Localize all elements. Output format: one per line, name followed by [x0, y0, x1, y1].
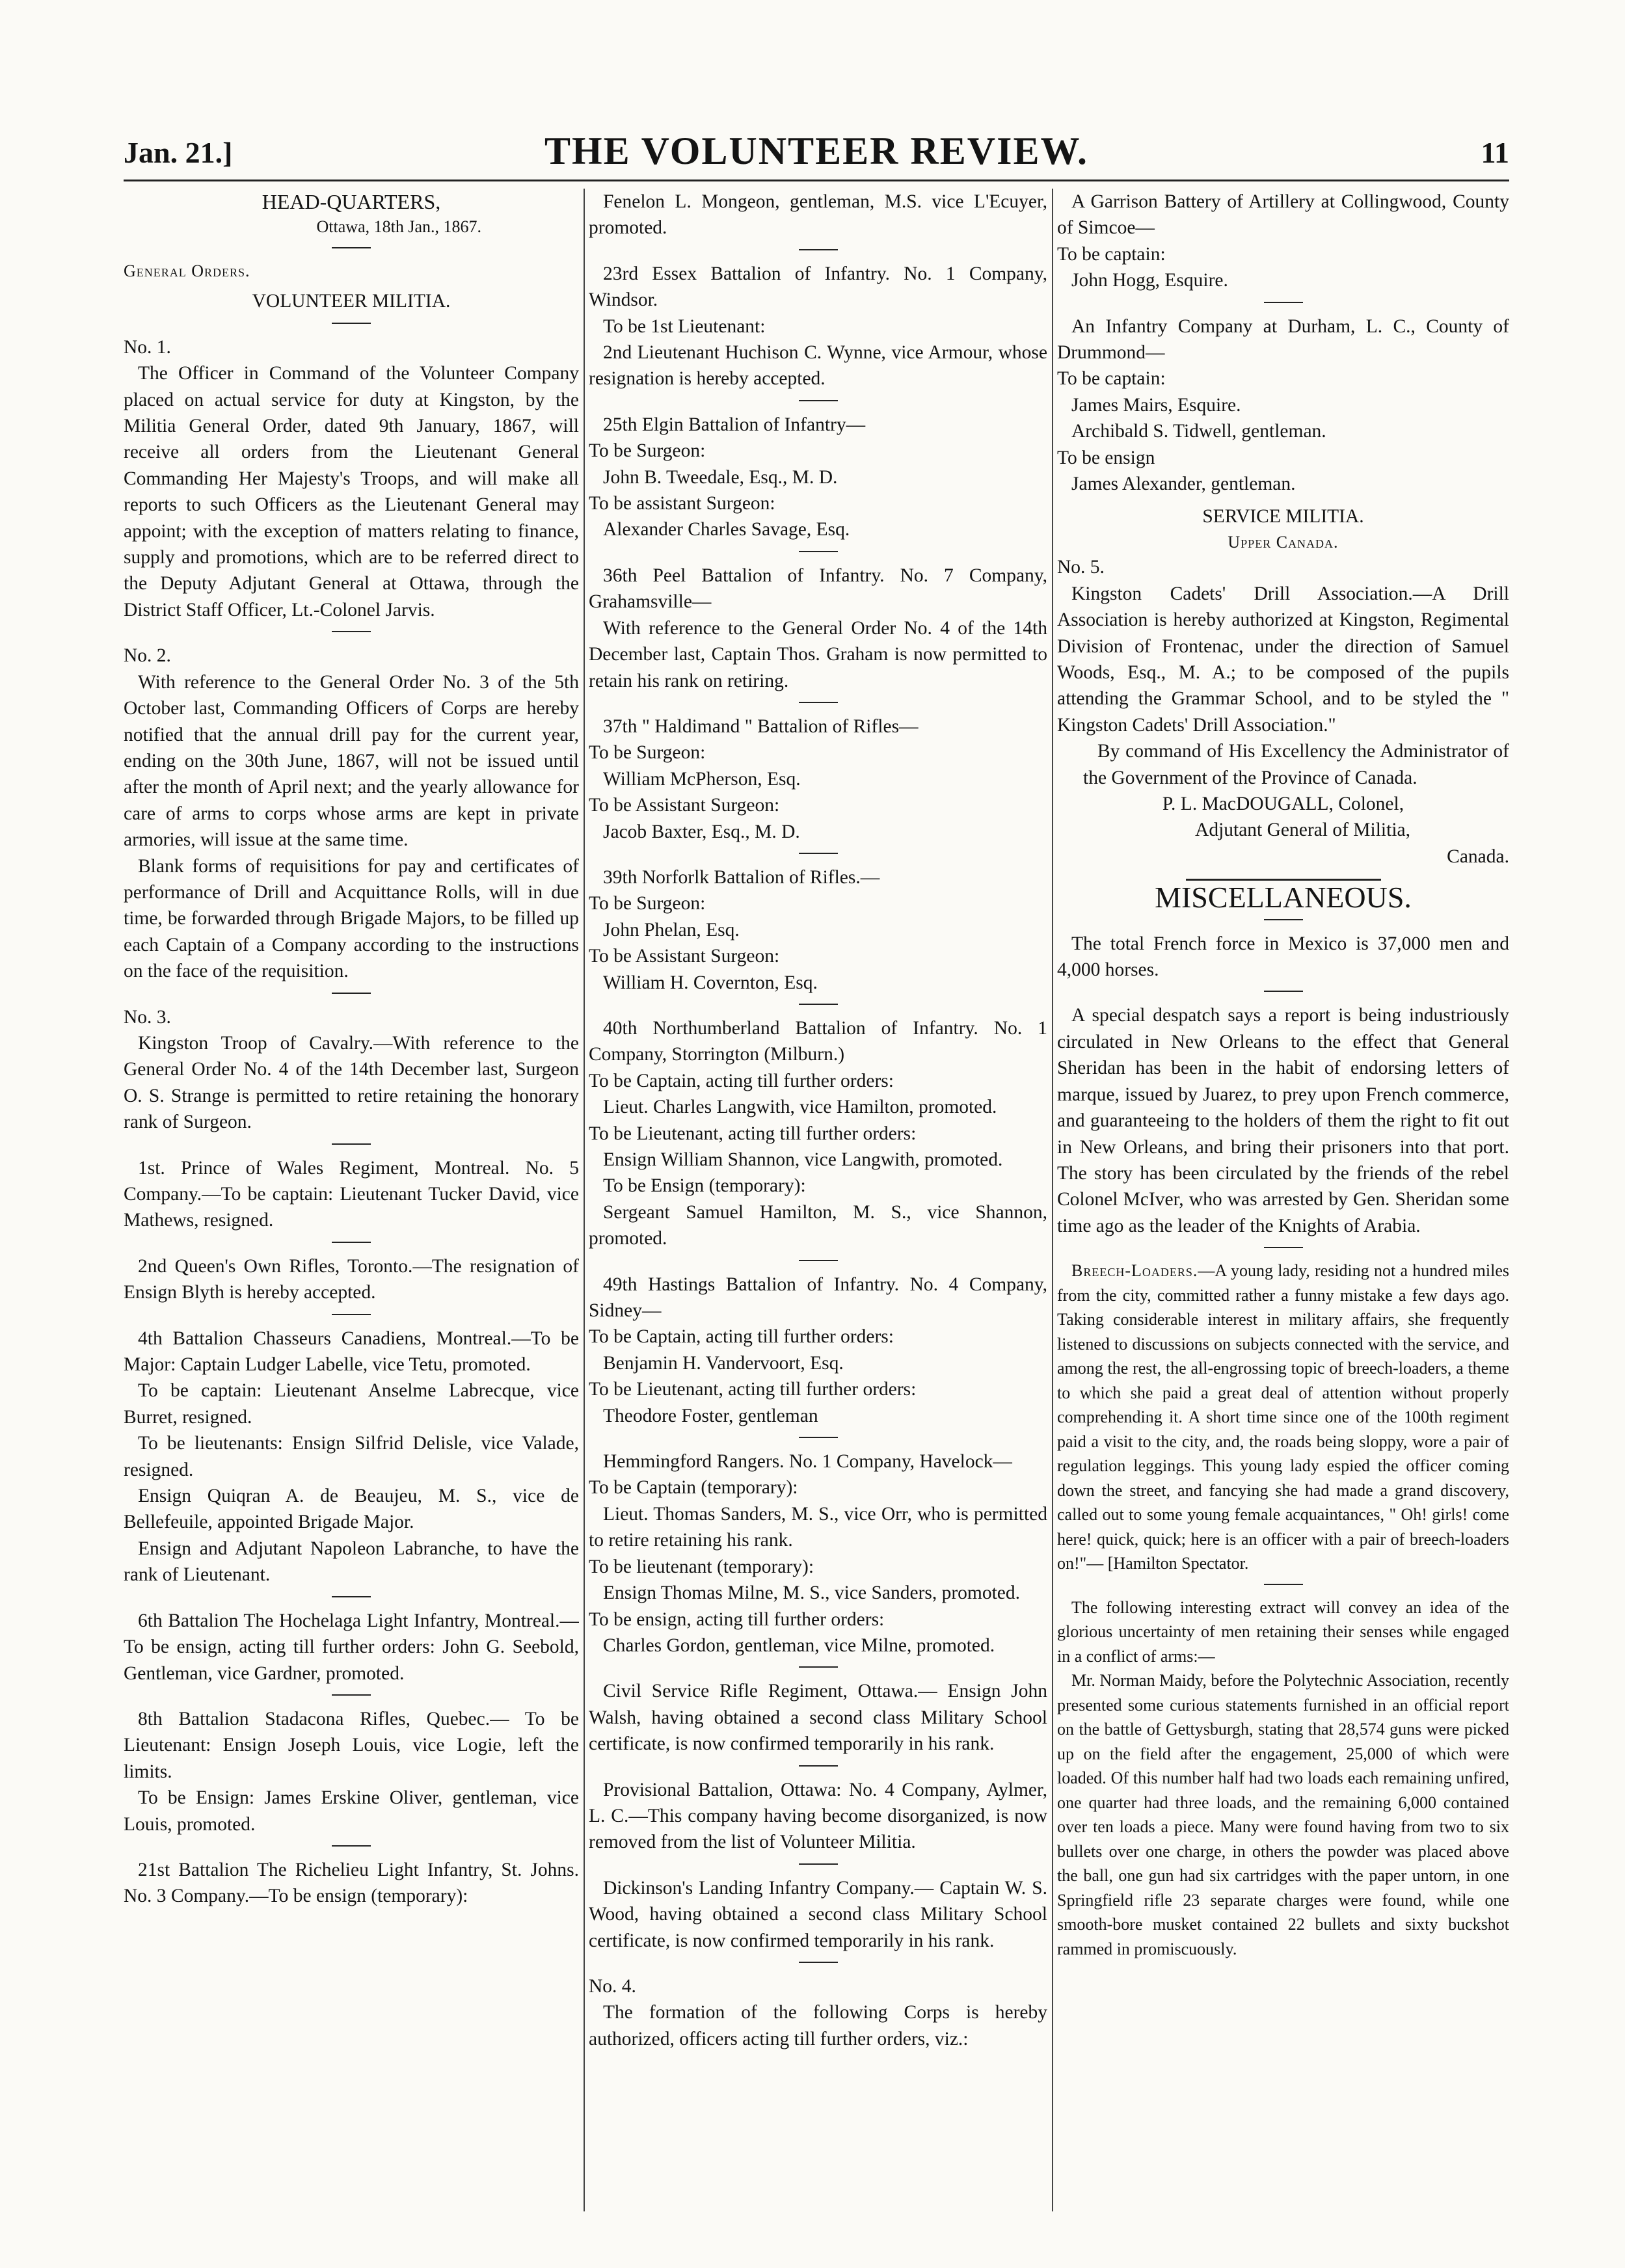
elgin-line-5: Alexander Charles Savage, Esq.: [603, 519, 850, 540]
divider: [332, 1143, 371, 1145]
divider: [799, 1765, 838, 1767]
prince-of-wales-text: 1st. Prince of Wales Regiment, Montreal. No. 5 Company.—To be captain: Lieutenant Tucker David, vice Mathews, resigned.: [124, 1157, 579, 1231]
divider: [799, 249, 838, 250]
hemmingford-line-3: Lieut. Thomas Sanders, M. S., vice Orr, who is permitted to retire retaining his rank.: [589, 1503, 1047, 1551]
newspaper-title: THE VOLUNTEER REVIEW.: [544, 129, 1089, 172]
upper-canada-heading: Upper Canada.: [1228, 532, 1339, 552]
divider: [799, 551, 838, 552]
divider: [799, 1962, 838, 1963]
breech-loaders-paragraph: [1057, 1259, 1509, 1576]
hastings-line-4: To be Lieutenant, acting till further orders:: [589, 1379, 917, 1400]
divider: [332, 1694, 371, 1696]
northumberland-line-7: Sergeant Samuel Hamilton, M. S., vice Shannon, promoted.: [589, 1201, 1047, 1249]
divider: [799, 1863, 838, 1865]
hastings-line-2: To be Captain, acting till further orders:: [589, 1326, 894, 1348]
signature-place: Canada.: [1447, 846, 1509, 867]
column-2: [589, 189, 1047, 2218]
order-no-3-label: No. 3.: [124, 1006, 171, 1028]
hastings-heading: 49th Hastings Battalion of Infantry. No. 4 Company, Sidney—: [589, 1274, 1047, 1322]
garrison-line-2: To be captain:: [1057, 243, 1166, 265]
divider: [799, 1004, 838, 1005]
divider: [799, 1666, 838, 1668]
hemmingford-heading: Hemmingford Rangers. No. 1 Company, Havelock—: [603, 1451, 1012, 1473]
general-orders-label: General Orders.: [124, 261, 250, 280]
chasseurs-text-4: Ensign Quiqran A. de Beaujeu, M. S., vice de Bellefeuile, appointed Brigade Major.: [124, 1486, 579, 1533]
hemmingford-line-7: Charles Gordon, gentleman, vice Milne, promoted.: [603, 1634, 995, 1656]
peel-heading: 36th Peel Battalion of Infantry. No. 7 Company, Grahamsville—: [589, 565, 1047, 613]
northumberland-line-3: Lieut. Charles Langwith, vice Hamilton, promoted.: [603, 1097, 997, 1118]
norfolk-heading: 39th Norforlk Battalion of Rifles.—: [603, 866, 880, 888]
command-line: By command of His Excellency the Administrator of the Government of the Province of Canada.: [1083, 741, 1509, 788]
divider: [1264, 302, 1303, 303]
durham-line-5: To be ensign: [1057, 447, 1155, 468]
chasseurs-text-5: Ensign and Adjutant Napoleon Labranche, to have the rank of Lieutenant.: [124, 1538, 579, 1586]
haldimand-line-2: To be Surgeon:: [589, 742, 706, 764]
haldimand-line-3: William McPherson, Esq.: [603, 768, 801, 790]
order-no-1-text: The Officer in Command of the Volunteer Company placed on actual service for duty at Kingston, by the Militia General Order, dated 9th January, 1867, will receive all orders from the Lieutenant General Commanding Her Majesty's Troops, and will make all reports to such Officers as the Lieutenant General may appoint; with the exception of matters relating to finance, supply and promotions, which are to be referred direct to the Deputy Adjutant General at Ottawa, through the District Staff Officer, Lt.-Colonel Jarvis.: [124, 363, 579, 620]
divider: [332, 1314, 371, 1315]
hemmingford-line-2: To be Captain (temporary):: [589, 1477, 798, 1499]
section-rule: [1186, 879, 1381, 881]
northumberland-line-4: To be Lieutenant, acting till further orders:: [589, 1123, 917, 1144]
divider: [799, 702, 838, 703]
provisional-battalion-text: Provisional Battalion, Ottawa: No. 4 Company, Aylmer, L. C.—This company having become disorganized, is now removed from the list of Volunteer Militia.: [589, 1779, 1047, 1853]
stadacona-text: 8th Battalion Stadacona Rifles, Quebec.— To be Lieutenant: Ensign Joseph Louis, vice Logie, left the limits.: [124, 1708, 579, 1782]
garrison-battery-heading: A Garrison Battery of Artillery at Collingwood, County of Simcoe—: [1057, 191, 1509, 239]
signature-title: Adjutant General of Militia,: [1195, 820, 1410, 841]
hastings-line-5: Theodore Foster, gentleman: [603, 1405, 818, 1426]
elgin-heading: 25th Elgin Battalion of Infantry—: [603, 414, 866, 435]
haldimand-line-5: Jacob Baxter, Esq., M. D.: [603, 821, 800, 842]
column-1: [124, 189, 579, 2218]
chasseurs-text-3: To be lieutenants: Ensign Silfrid Delisle, vice Valade, resigned.: [124, 1433, 579, 1480]
miscellaneous-heading: MISCELLANEOUS.: [1155, 881, 1412, 914]
durham-line-3: James Mairs, Esquire.: [1071, 394, 1241, 416]
garrison-line-3: John Hogg, Esquire.: [1071, 270, 1228, 291]
northumberland-line-2: To be Captain, acting till further orders:: [589, 1070, 894, 1091]
gettysburg-text: Mr. Norman Maidy, before the Polytechnic Association, recently presented some curious statements furnished in an official report on the battle of Gettysburgh, stating that 28,574 guns were picked up on the field after the engagement, 25,000 of which were loaded. Of this number half had two loads each remaining unfired, one quarter had three loads, and the remaining 6,000 contained over ten loads a piece. Many were found having from two to six bullets over one charge, in others the powder was placed above the ball, one gun had six cartridges with the paper untorn, in one Springfield rifle 23 separate charges were found, while one smooth-bore musket contained 22 bullets and sixty buckshot rammed in promiscuously.: [1057, 1671, 1509, 1958]
divider: [332, 1242, 371, 1243]
breech-loaders-heading: Breech-Loaders.: [1071, 1261, 1198, 1281]
order-no-2-label: No. 2.: [124, 645, 171, 667]
durham-heading: An Infantry Company at Durham, L. C., County of Drummond—: [1057, 315, 1509, 364]
durham-line-6: James Alexander, gentleman.: [1071, 474, 1296, 495]
divider: [332, 247, 371, 248]
headquarters-date: Ottawa, 18th Jan., 1867.: [316, 217, 481, 237]
french-force-text: The total French force in Mexico is 37,000 men and 4,000 horses.: [1057, 933, 1509, 981]
durham-line-2: To be captain:: [1057, 368, 1166, 390]
order-no-2-text: With reference to the General Order No. 3 of the 5th October last, Commanding Officers of Corps are hereby notified that the annual drill pay for the current year, ending on the 30th June, 1867, will not be issued until after the month of April next; and the yearly allowance for care of arms to corps whose arms are kept in private armories, will issue at the same time.: [124, 671, 579, 851]
order-no-5-text: Kingston Cadets' Drill Association.—A Drill Association is hereby authorized at Kingston, Regimental Division of Frontenac, under the direction of Samuel Woods, Esq., M. A.; to be composed of the pupils attending the Grammar School, and to be styled the " Kingston Cadets' Drill Association.": [1057, 583, 1509, 736]
haldimand-line-4: To be Assistant Surgeon:: [589, 795, 780, 816]
norfolk-line-3: John Phelan, Esq.: [603, 919, 740, 941]
masthead: [124, 129, 1509, 181]
northumberland-heading: 40th Northumberland Battalion of Infantry. No. 1 Company, Storrington (Milburn.): [589, 1017, 1047, 1065]
stadacona-text-2: To be Ensign: James Erskine Oliver, gentleman, vice Louis, promoted.: [124, 1787, 579, 1835]
elgin-line-3: John B. Tweedale, Esq., M. D.: [603, 466, 838, 488]
divider: [332, 993, 371, 994]
breech-loaders-text: —A young lady, residing not a hundred miles from the city, committed rather a funny mistake a few days ago. Taking considerable interest in military affairs, she frequently listened to discussions on subjects connected with the service, and among the rest, the all-engrossing topic of breech-loaders, a theme to which she paid a great deal of attention without properly comprehending it. A short time since one of the 100th regiment paid a visit to the city, and, the roads being sloppy, wore a pair of regulation leggings. This young lady espied the officer coming down the street, and fancying she had made a grand discovery, called out to some young female acquaintances, " Oh! girls! come here! quick, quick; here is an officer with a pair of breech-loaders on!"— [Hamilton Spectator.: [1057, 1261, 1509, 1573]
northumberland-line-5: Ensign William Shannon, vice Langwith, promoted.: [603, 1149, 1003, 1170]
page-number: 11: [1481, 136, 1509, 169]
hemmingford-line-5: Ensign Thomas Milne, M. S., vice Sanders, promoted.: [603, 1582, 1021, 1604]
order-no-1-label: No. 1.: [124, 336, 171, 358]
divider: [332, 1845, 371, 1847]
essex-line-3: 2nd Lieutenant Huchison C. Wynne, vice Armour, whose resignation is hereby accepted.: [589, 342, 1047, 390]
hemmingford-line-6: To be ensign, acting till further orders:: [589, 1608, 885, 1630]
extract-intro-text: The following interesting extract will convey an idea of the glorious uncertainty of men retaining their senses while engaged in a conflict of arms:—: [1057, 1597, 1509, 1666]
divider: [1264, 1584, 1303, 1585]
volunteer-militia-heading: VOLUNTEER MILITIA.: [252, 291, 451, 312]
divider: [332, 1596, 371, 1597]
order-no-4-text: The formation of the following Corps is hereby authorized, officers acting till further orders, viz.:: [589, 2002, 1047, 2049]
civil-service-text: Civil Service Rifle Regiment, Ottawa.— Ensign John Walsh, having obtained a second class Military School certificate, is now confirmed temporarily in his rank.: [589, 1681, 1047, 1755]
fenelon-text: Fenelon L. Mongeon, gentleman, M.S. vice L'Ecuyer, promoted.: [589, 191, 1047, 239]
column-rule-2: [1052, 189, 1053, 2211]
queens-own-text: 2nd Queen's Own Rifles, Toronto.—The resignation of Ensign Blyth is hereby accepted.: [124, 1255, 579, 1303]
divider: [332, 323, 371, 324]
headquarters-heading: HEAD-QUARTERS,: [262, 190, 441, 213]
sheridan-despatch-text: A special despatch says a report is being industriously circulated in New Orleans to the effect that General Sheridan has been in the habit of endorsing letters of marque, issued by Juarez, to prey upon French commerce, and guaranteeing to the holders of them the right to fit out in New Orleans, and bring their prisoners into that port. The story has been circulated by the friends of the rebel Colonel McIver, who was arrested by Gen. Sheridan some time ago as the leader of the Knights of Arabia.: [1057, 1005, 1509, 1236]
divider: [799, 400, 838, 401]
divider: [799, 853, 838, 854]
hastings-line-3: Benjamin H. Vandervoort, Esq.: [603, 1352, 844, 1374]
signature-name: P. L. MacDOUGALL, Colonel,: [1162, 794, 1404, 815]
column-3: [1057, 189, 1509, 2218]
chasseurs-text: 4th Battalion Chasseurs Canadiens, Montreal.—To be Major: Captain Ludger Labelle, vice Tetu, promoted.: [124, 1327, 579, 1376]
divider: [799, 1260, 838, 1261]
chasseurs-text-2: To be captain: Lieutenant Anselme Labrecque, vice Burret, resigned.: [124, 1380, 579, 1428]
norfolk-line-4: To be Assistant Surgeon:: [589, 946, 780, 967]
column-rule-1: [584, 189, 585, 2211]
service-militia-heading: SERVICE MILITIA.: [1202, 506, 1364, 527]
norfolk-line-5: William H. Covernton, Esq.: [603, 972, 818, 993]
dickinsons-landing-text: Dickinson's Landing Infantry Company.— Captain W. S. Wood, having obtained a second class Military School certificate, is now confirmed temporarily in his rank.: [589, 1877, 1047, 1951]
essex-heading: 23rd Essex Battalion of Infantry. No. 1 Company, Windsor.: [589, 263, 1047, 311]
elgin-line-2: To be Surgeon:: [589, 440, 706, 462]
kingston-cavalry-text: Kingston Troop of Cavalry.—With reference to the General Order No. 4 of the 14th December last, Surgeon O. S. Strange is permitted to retire retaining the honorary rank of Surgeon.: [124, 1032, 579, 1133]
divider: [799, 1437, 838, 1438]
order-no-2-text-2: Blank forms of requisitions for pay and certificates of performance of Drill and Acquittance Rolls, will in due time, be forwarded through Brigade Majors, to be filled up each Captain of a Company according to the instructions on the face of the requisition.: [124, 855, 579, 982]
northumberland-line-6: To be Ensign (temporary):: [603, 1175, 806, 1197]
peel-text: With reference to the General Order No. 4 of the 14th December last, Captain Thos. Graham is now permitted to retain his rank on retiring.: [589, 617, 1047, 691]
elgin-line-4: To be assistant Surgeon:: [589, 493, 775, 514]
hochelaga-text: 6th Battalion The Hochelaga Light Infantry, Montreal.—To be ensign, acting till further orders: John G. Seebold, Gentleman, vice Gardner, promoted.: [124, 1610, 579, 1684]
order-no-5-label: No. 5.: [1057, 557, 1105, 578]
norfolk-line-2: To be Surgeon:: [589, 893, 706, 914]
divider: [332, 631, 371, 632]
divider: [1264, 1247, 1303, 1248]
haldimand-heading: 37th " Haldimand " Battalion of Rifles—: [603, 715, 919, 737]
richelieu-text: 21st Battalion The Richelieu Light Infantry, St. Johns. No. 3 Company.—To be ensign (temporary):: [124, 1859, 579, 1907]
issue-date: Jan. 21.]: [124, 136, 233, 169]
divider: [1264, 919, 1303, 920]
durham-line-4: Archibald S. Tidwell, gentleman.: [1071, 421, 1326, 442]
essex-line-2: To be 1st Lieutenant:: [603, 315, 766, 337]
order-no-4-label: No. 4.: [589, 1975, 636, 1997]
hemmingford-line-4: To be lieutenant (temporary):: [589, 1556, 814, 1577]
divider: [1264, 991, 1303, 992]
